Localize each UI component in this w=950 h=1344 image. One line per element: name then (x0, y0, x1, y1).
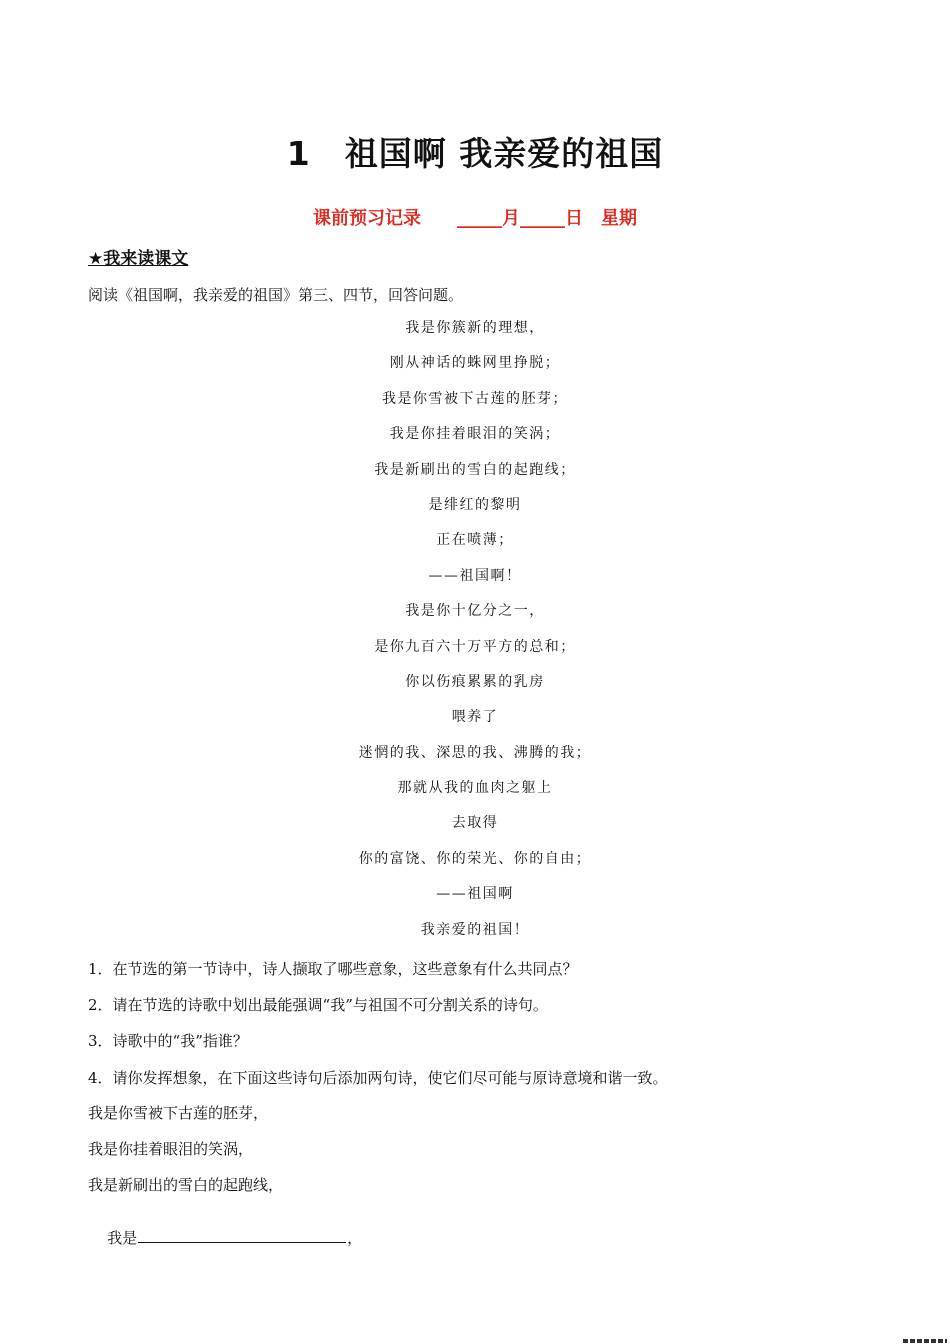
poem-line: 迷惘的我、深思的我、沸腾的我； (358, 744, 592, 761)
poem-line: 我是你雪被下古莲的胚芽； (382, 390, 568, 407)
poem-line: 去取得 (451, 815, 499, 832)
page-corner-mark (903, 1339, 947, 1343)
poem-line: 那就从我的血肉之躯上 (397, 780, 553, 797)
question-3: 3．诗歌中的“我”指谁？ (88, 1032, 248, 1050)
lesson-number: 1 (286, 134, 311, 173)
poem-line: ——祖国啊 (436, 886, 514, 903)
poem-line: 你的富饶、你的荣光、你的自由； (358, 850, 592, 867)
poem-line: ——祖国啊！ (428, 567, 522, 584)
poem-line: 我是你簇新的理想， (405, 320, 545, 336)
preview-record-line: 课前预习记录 _____月_____日 星期 (313, 208, 637, 229)
poem-line: 喂养了 (451, 709, 499, 726)
poem-line: 我是你挂着眼泪的笑涡； (389, 426, 561, 443)
continuation-line-1: 我是你雪被下古莲的胚芽， (88, 1104, 269, 1122)
poem-line: 我是你十亿分之一， (405, 603, 545, 620)
page-title (0, 128, 950, 175)
continuation-line-2: 我是你挂着眼泪的笑涡， (88, 1140, 254, 1158)
reading-instruction: 阅读《祖国啊，我亲爱的祖国》第三、四节，回答问题。 (88, 286, 464, 304)
poem-line: 正在喷薄； (436, 532, 514, 549)
question-1: 1．在节选的第一节诗中，诗人撷取了哪些意象，这些意象有什么共同点？ (88, 960, 578, 978)
poem-excerpt (0, 316, 950, 953)
poem-line: 是绯红的黎明 (428, 496, 522, 513)
fill-in-suffix: ， (347, 1229, 363, 1247)
poem-line: 刚从神话的蛛网里挣脱； (389, 355, 561, 372)
answer-blank[interactable] (138, 1228, 346, 1243)
poem-line: 是你九百六十万平方的总和； (374, 638, 576, 655)
question-2: 2．请在节选的诗歌中划出最能强调“我”与祖国不可分割关系的诗句。 (88, 996, 548, 1014)
poem-line: 我是新刷出的雪白的起跑线； (374, 461, 576, 478)
lesson-title: 祖国啊 我亲爱的祖国 (344, 134, 664, 173)
question-4: 4．请你发挥想象，在下面这些诗句后添加两句诗，使它们尽可能与原诗意境和谐一致。 (88, 1069, 668, 1087)
section-heading: ★我来读课文 (88, 249, 189, 269)
fill-in-prefix: 我是 (107, 1229, 138, 1247)
poem-line: 你以伤痕累累的乳房 (405, 673, 545, 690)
continuation-line-3: 我是新刷出的雪白的起跑线， (88, 1176, 284, 1194)
poem-line: 我亲爱的祖国！ (420, 921, 530, 938)
fill-in-line (88, 1209, 362, 1266)
